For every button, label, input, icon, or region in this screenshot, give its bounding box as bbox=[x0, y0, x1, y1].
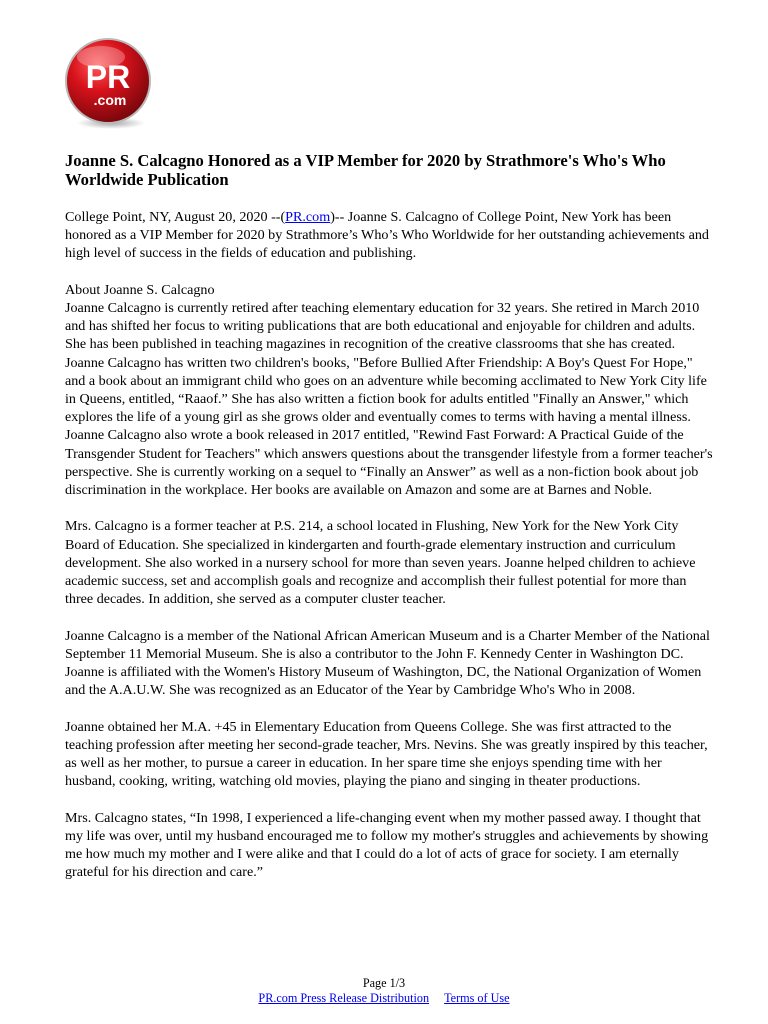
paragraph-quote: Mrs. Calcagno states, “In 1998, I experienced a life-changing event when my mother passed away. I thought that my life was over, until my husband encouraged me to follow my mother's struggles and achievements by showing me how much my mother and I were alike and that I could do a lot of acts of grace for society. I am eternally grateful for his direction and care.” bbox=[65, 809, 709, 881]
logo-text-com: .com bbox=[93, 92, 127, 108]
pr-com-logo-badge bbox=[61, 35, 157, 131]
paragraph-career: Mrs. Calcagno is a former teacher at P.S. 214, a school located in Flushing, New York for the New York City Board of Education. She specialized in kindergarten and fourth-grade elementary instruction and curriculum development. She also worked in a nursery school for more than seven years. Joanne helped children to achieve academic success, set and accomplish goals and recognize and accomplish their fullest potential for more than three decades. In addition, she served as a computer cluster teacher. bbox=[65, 518, 696, 608]
footer-links bbox=[0, 991, 768, 1006]
lead-paragraph bbox=[65, 208, 715, 263]
page-number: Page 1/3 bbox=[362, 976, 406, 990]
about-text: Joanne Calcagno is currently retired after teaching elementary education for 32 years. She retired in March 2010 and has shifted her focus to writing publications that are both educational and enjoyable for children and adults. She has been published in teaching magazines in recognition of the creative classrooms that she has created. Joanne Calcagno has written two children's books, "Before Bullied After Friendship: A Boy's Quest For Hope," and a book about an immigrant child who goes on an adventure while becoming acclimated to New York City life in Queens, entitled, “Raaof.” She has also written a fiction book for adults entitled "Finally an Answer," which explores the life of a young girl as she grows older and eventually comes to terms with having a mental illness. Joanne Calcagno also wrote a book released in 2017 entitled, "Rewind Fast Forward: A Practical Guide of the Transgender Student for Teachers" which answers questions about the transgender lifestyle from a former teacher's perspective. She is currently working on a sequel to “Finally an Answer” as well as a non-fiction book about job discrimination in the workplace. Her books are available on Amazon and some are at Barnes and Noble. bbox=[65, 300, 713, 499]
lead-suffix: )-- Joanne S. Calcagno of College Point, New York has been honored as a VIP Member for 2020 by Strathmore’s Who’s Who Worldwide for her outstanding achievements and high level of success in the fields of education and publishing. bbox=[65, 209, 709, 262]
lead-prefix: College Point, NY, August 20, 2020 --( bbox=[65, 209, 286, 225]
logo-text-pr: PR bbox=[85, 59, 131, 95]
paragraph-education: Joanne obtained her M.A. +45 in Elementary Education from Queens College. She was first attracted to the teaching profession after meeting her second-grade teacher, Mrs. Nevins. She was greatly inspired by this teacher, as well as her mother, to pursue a career in education. In her spare time she enjoys spending time with her husband, cooking, writing, watching old movies, playing the piano and singing in theater productions. bbox=[65, 718, 708, 790]
press-release-body bbox=[65, 151, 715, 900]
page-footer bbox=[0, 976, 768, 1005]
distribution-link[interactable]: PR.com Press Release Distribution bbox=[258, 990, 430, 1005]
pr-com-logo[interactable] bbox=[61, 35, 157, 131]
about-section bbox=[65, 281, 715, 499]
terms-of-use-link[interactable]: Terms of Use bbox=[444, 990, 510, 1005]
article-title: Joanne S. Calcagno Honored as a VIP Member for 2020 by Strathmore's Who's Who Worldwide Publication bbox=[65, 151, 666, 189]
pr-com-link[interactable]: PR.com bbox=[285, 209, 331, 225]
about-heading: About Joanne S. Calcagno bbox=[65, 281, 215, 298]
paragraph-affiliations: Joanne Calcagno is a member of the National African American Museum and is a Charter Member of the National September 11 Memorial Museum. She is also a contributor to the John F. Kennedy Center in Washington DC. Joanne is affiliated with the Women's History Museum of Washington, DC, the National Organization of Women and the A.A.U.W. She was recognized as an Educator of the Year by Cambridge Who's Who in 2008. bbox=[65, 627, 710, 699]
